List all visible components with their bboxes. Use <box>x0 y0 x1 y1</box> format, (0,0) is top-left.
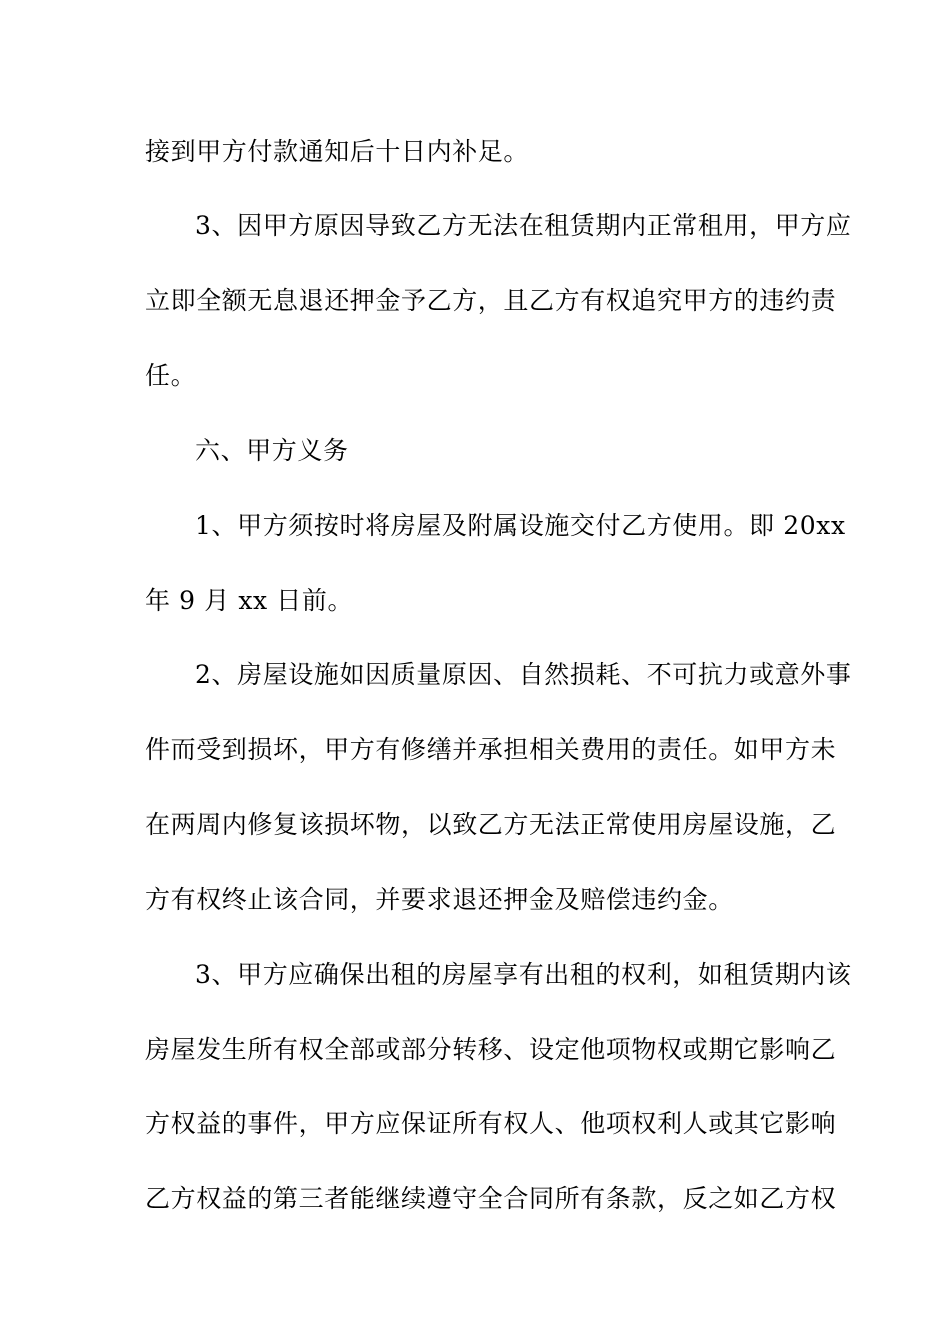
text-line: 任。 <box>145 361 197 390</box>
text-line: 乙方权益的第三者能继续遵守全合同所有条款，反之如乙方权 <box>145 1184 837 1213</box>
text-line: 方权益的事件，甲方应保证所有权人、他项权利人或其它影响 <box>145 1109 837 1138</box>
text-line: 方有权终止该合同，并要求退还押金及赔偿违约金。 <box>145 885 734 914</box>
text-line: 2、房屋设施如因质量原因、自然损耗、不可抗力或意外事 <box>195 660 852 689</box>
text-line: 3、因甲方原因导致乙方无法在租赁期内正常租用，甲方应 <box>195 211 852 240</box>
text-line: 年 9 月 xx 日前。 <box>145 586 354 615</box>
text-line: 3、甲方应确保出租的房屋享有出租的权利，如租赁期内该 <box>195 960 852 989</box>
text-line: 件而受到损坏，甲方有修缮并承担相关费用的责任。如甲方未 <box>145 735 837 764</box>
text-line: 接到甲方付款通知后十日内补足。 <box>145 137 530 166</box>
text-line: 立即全额无息退还押金予乙方，且乙方有权追究甲方的违约责 <box>145 286 837 315</box>
section-heading: 六、甲方义务 <box>195 436 349 465</box>
text-line: 在两周内修复该损坏物，以致乙方无法正常使用房屋设施，乙 <box>145 810 837 839</box>
text-line: 1、甲方须按时将房屋及附属设施交付乙方使用。即 20xx <box>195 511 846 540</box>
text-line: 房屋发生所有权全部或部分转移、设定他项物权或期它影响乙 <box>145 1035 837 1064</box>
